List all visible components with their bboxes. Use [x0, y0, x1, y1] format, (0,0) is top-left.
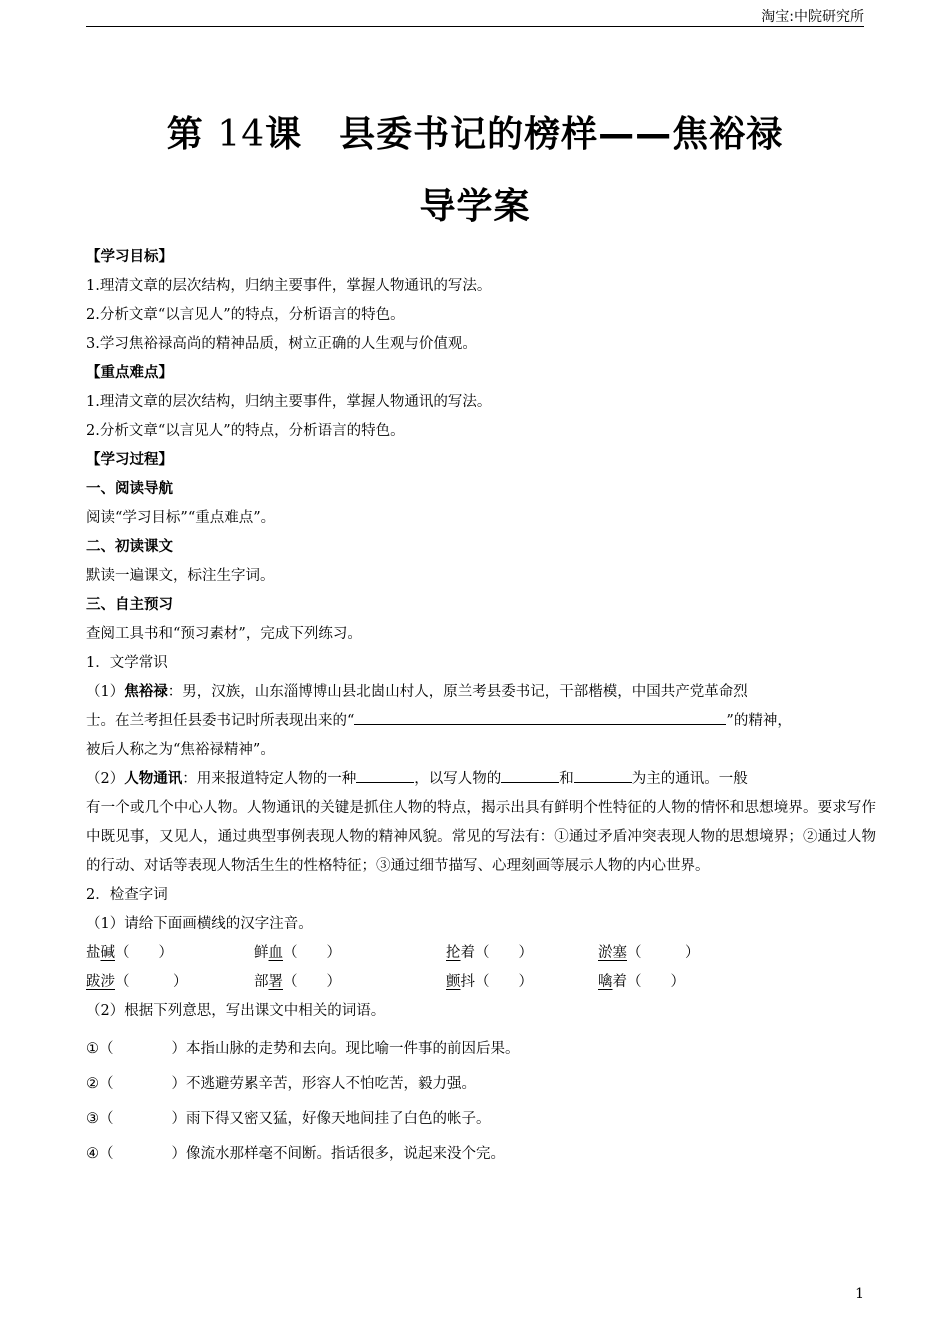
- word-plain: 着: [612, 974, 627, 990]
- def-number: ②（: [86, 1076, 114, 1092]
- literature-p2-line1: [86, 765, 876, 794]
- answer-paren[interactable]: （ ）: [283, 945, 341, 961]
- answer-paren[interactable]: （ ）: [475, 974, 533, 990]
- p1-text: ：男，汉族，山东淄博博山县北崮山村人，原兰考县委书记，干部楷模，中国共产党革命烈: [167, 684, 748, 700]
- definition-item: [86, 1102, 876, 1137]
- page-title: [0, 106, 950, 157]
- objective-item: 3.学习焦裕禄高尚的精神品质，树立正确的人生观与价值观。: [86, 336, 477, 352]
- def-number: ④（: [86, 1146, 114, 1162]
- keypoint-item: 2.分析文章“以言见人”的特点，分析语言的特色。: [86, 423, 405, 439]
- p2-prefix: （2）: [86, 771, 125, 787]
- words-title: 2．检查字词: [86, 887, 168, 903]
- objectives-heading: 【学习目标】: [86, 249, 173, 265]
- pinyin-item: [254, 968, 341, 997]
- title-pre: 第: [166, 114, 204, 155]
- literature-title: 1．文学常识: [86, 655, 168, 671]
- page-subtitle: 导学案: [419, 186, 531, 227]
- literature-p2-rest: 有一个或几个中心人物。人物通讯的关键是抓住人物的特点，揭示出具有鲜明个性特征的人物的情怀和思想境界。要求写作中既见事，又见人，通过典型事例表现人物的精神风貌。常见的写法有：①通过矛盾冲突表现人物的思想境界；②通过人物的行动、对话等表现人物活生生的性格特征；③通过细节描写、心理刻画等展示人物的内心世界。: [86, 800, 876, 874]
- title-num: 14: [217, 114, 266, 155]
- word-underlined: 抡: [446, 945, 461, 961]
- word-plain: 抖: [460, 974, 475, 990]
- pinyin-item: [446, 939, 533, 968]
- page-number: 1: [855, 1286, 864, 1302]
- answer-paren[interactable]: （ ）: [115, 974, 188, 990]
- def-close: ）: [171, 1041, 186, 1057]
- keypoint-item: 1.理清文章的层次结构，归纳主要事件，掌握人物通讯的写法。: [86, 394, 492, 410]
- p2-b: ，以写人物的: [414, 771, 502, 787]
- process-heading: 【学习过程】: [86, 452, 173, 468]
- p1-cont1: 士。在兰考担任县委书记时所表现出来的“: [86, 713, 355, 729]
- header-rule: [86, 26, 864, 27]
- answer-paren[interactable]: （ ）: [627, 945, 700, 961]
- p1-term: 焦裕禄: [124, 684, 168, 700]
- words-q1: （1）请给下面画横线的汉字注音。: [86, 916, 313, 932]
- definition-item: [86, 1067, 876, 1102]
- word-plain: 部: [254, 974, 269, 990]
- section-2-title: 二、初读课文: [86, 539, 173, 555]
- literature-p1-line3: 被后人称之为“焦裕禄精神”。: [86, 742, 275, 758]
- word-underlined: 血: [268, 945, 283, 961]
- pinyin-item: [86, 939, 173, 968]
- word-plain: 盐: [86, 945, 101, 961]
- word-plain: 着: [460, 945, 475, 961]
- fill-blank-item1[interactable]: [501, 765, 559, 783]
- section-3-title: 三、自主预习: [86, 597, 173, 613]
- def-close: ）: [171, 1076, 186, 1092]
- fill-blank-spirit[interactable]: [354, 707, 726, 725]
- answer-paren[interactable]: （ ）: [627, 974, 685, 990]
- def-close: ）: [171, 1146, 186, 1162]
- section-1-text: 阅读“学习目标”“重点难点”。: [86, 510, 276, 526]
- pinyin-item: [446, 968, 533, 997]
- section-1-title: 一、阅读导航: [86, 481, 173, 497]
- objective-item: 1.理清文章的层次结构，归纳主要事件，掌握人物通讯的写法。: [86, 278, 492, 294]
- keypoints-heading: 【重点难点】: [86, 365, 173, 381]
- answer-paren[interactable]: （ ）: [115, 945, 173, 961]
- pinyin-item: [598, 968, 685, 997]
- document-body: [86, 243, 876, 1172]
- def-number: ①（: [86, 1041, 114, 1057]
- p2-a: ：用来报道特定人物的一种: [182, 771, 357, 787]
- objective-item: 2.分析文章“以言见人”的特点，分析语言的特色。: [86, 307, 405, 323]
- fill-blank-genre[interactable]: [356, 765, 414, 783]
- word-underlined: 署: [268, 974, 283, 990]
- section-3-text: 查阅工具书和“预习素材”，完成下列练习。: [86, 626, 362, 642]
- answer-paren[interactable]: （ ）: [475, 945, 533, 961]
- pinyin-row: [86, 939, 876, 968]
- word-plain: 鲜: [254, 945, 269, 961]
- p2-c: 和: [559, 771, 574, 787]
- p1-prefix: （1）: [86, 684, 125, 700]
- def-close: ）: [171, 1111, 186, 1127]
- pinyin-item: [598, 939, 700, 968]
- p1-cont2: ”的精神，: [726, 713, 792, 729]
- pinyin-item: [86, 968, 188, 997]
- literature-p1-line2: [86, 707, 876, 736]
- section-2-text: 默读一遍课文，标注生字词。: [86, 568, 275, 584]
- p2-term: 人物通讯: [124, 771, 183, 787]
- def-text: 雨下得又密又猛，好像天地间挂了白色的帐子。: [186, 1111, 491, 1127]
- p2-d: 为主的通讯。一般: [631, 771, 748, 787]
- word-underlined: 噙: [598, 974, 613, 990]
- literature-p1-line1: [86, 678, 876, 707]
- pinyin-row: [86, 968, 876, 997]
- word-underlined: 淤塞: [598, 945, 627, 961]
- definition-item: [86, 1137, 876, 1172]
- word-underlined: 颤: [446, 974, 461, 990]
- def-text: 本指山脉的走势和去向。现比喻一件事的前因后果。: [186, 1041, 520, 1057]
- word-underlined: 跋涉: [86, 974, 115, 990]
- def-text: 像流水那样毫不间断。指话很多，说起来没个完。: [186, 1146, 505, 1162]
- fill-blank-item2[interactable]: [574, 765, 632, 783]
- title-post: 课 县委书记的榜样——焦裕禄: [265, 114, 784, 155]
- def-number: ③（: [86, 1111, 114, 1127]
- word-underlined: 碱: [100, 945, 115, 961]
- header-source: 淘宝:中院研究所: [761, 9, 864, 25]
- words-q2: （2）根据下列意思，写出课文中相关的词语。: [86, 1003, 386, 1019]
- def-text: 不逃避劳累辛苦，形容人不怕吃苦，毅力强。: [186, 1076, 476, 1092]
- definition-item: [86, 1032, 876, 1067]
- answer-paren[interactable]: （ ）: [283, 974, 341, 990]
- pinyin-item: [254, 939, 341, 968]
